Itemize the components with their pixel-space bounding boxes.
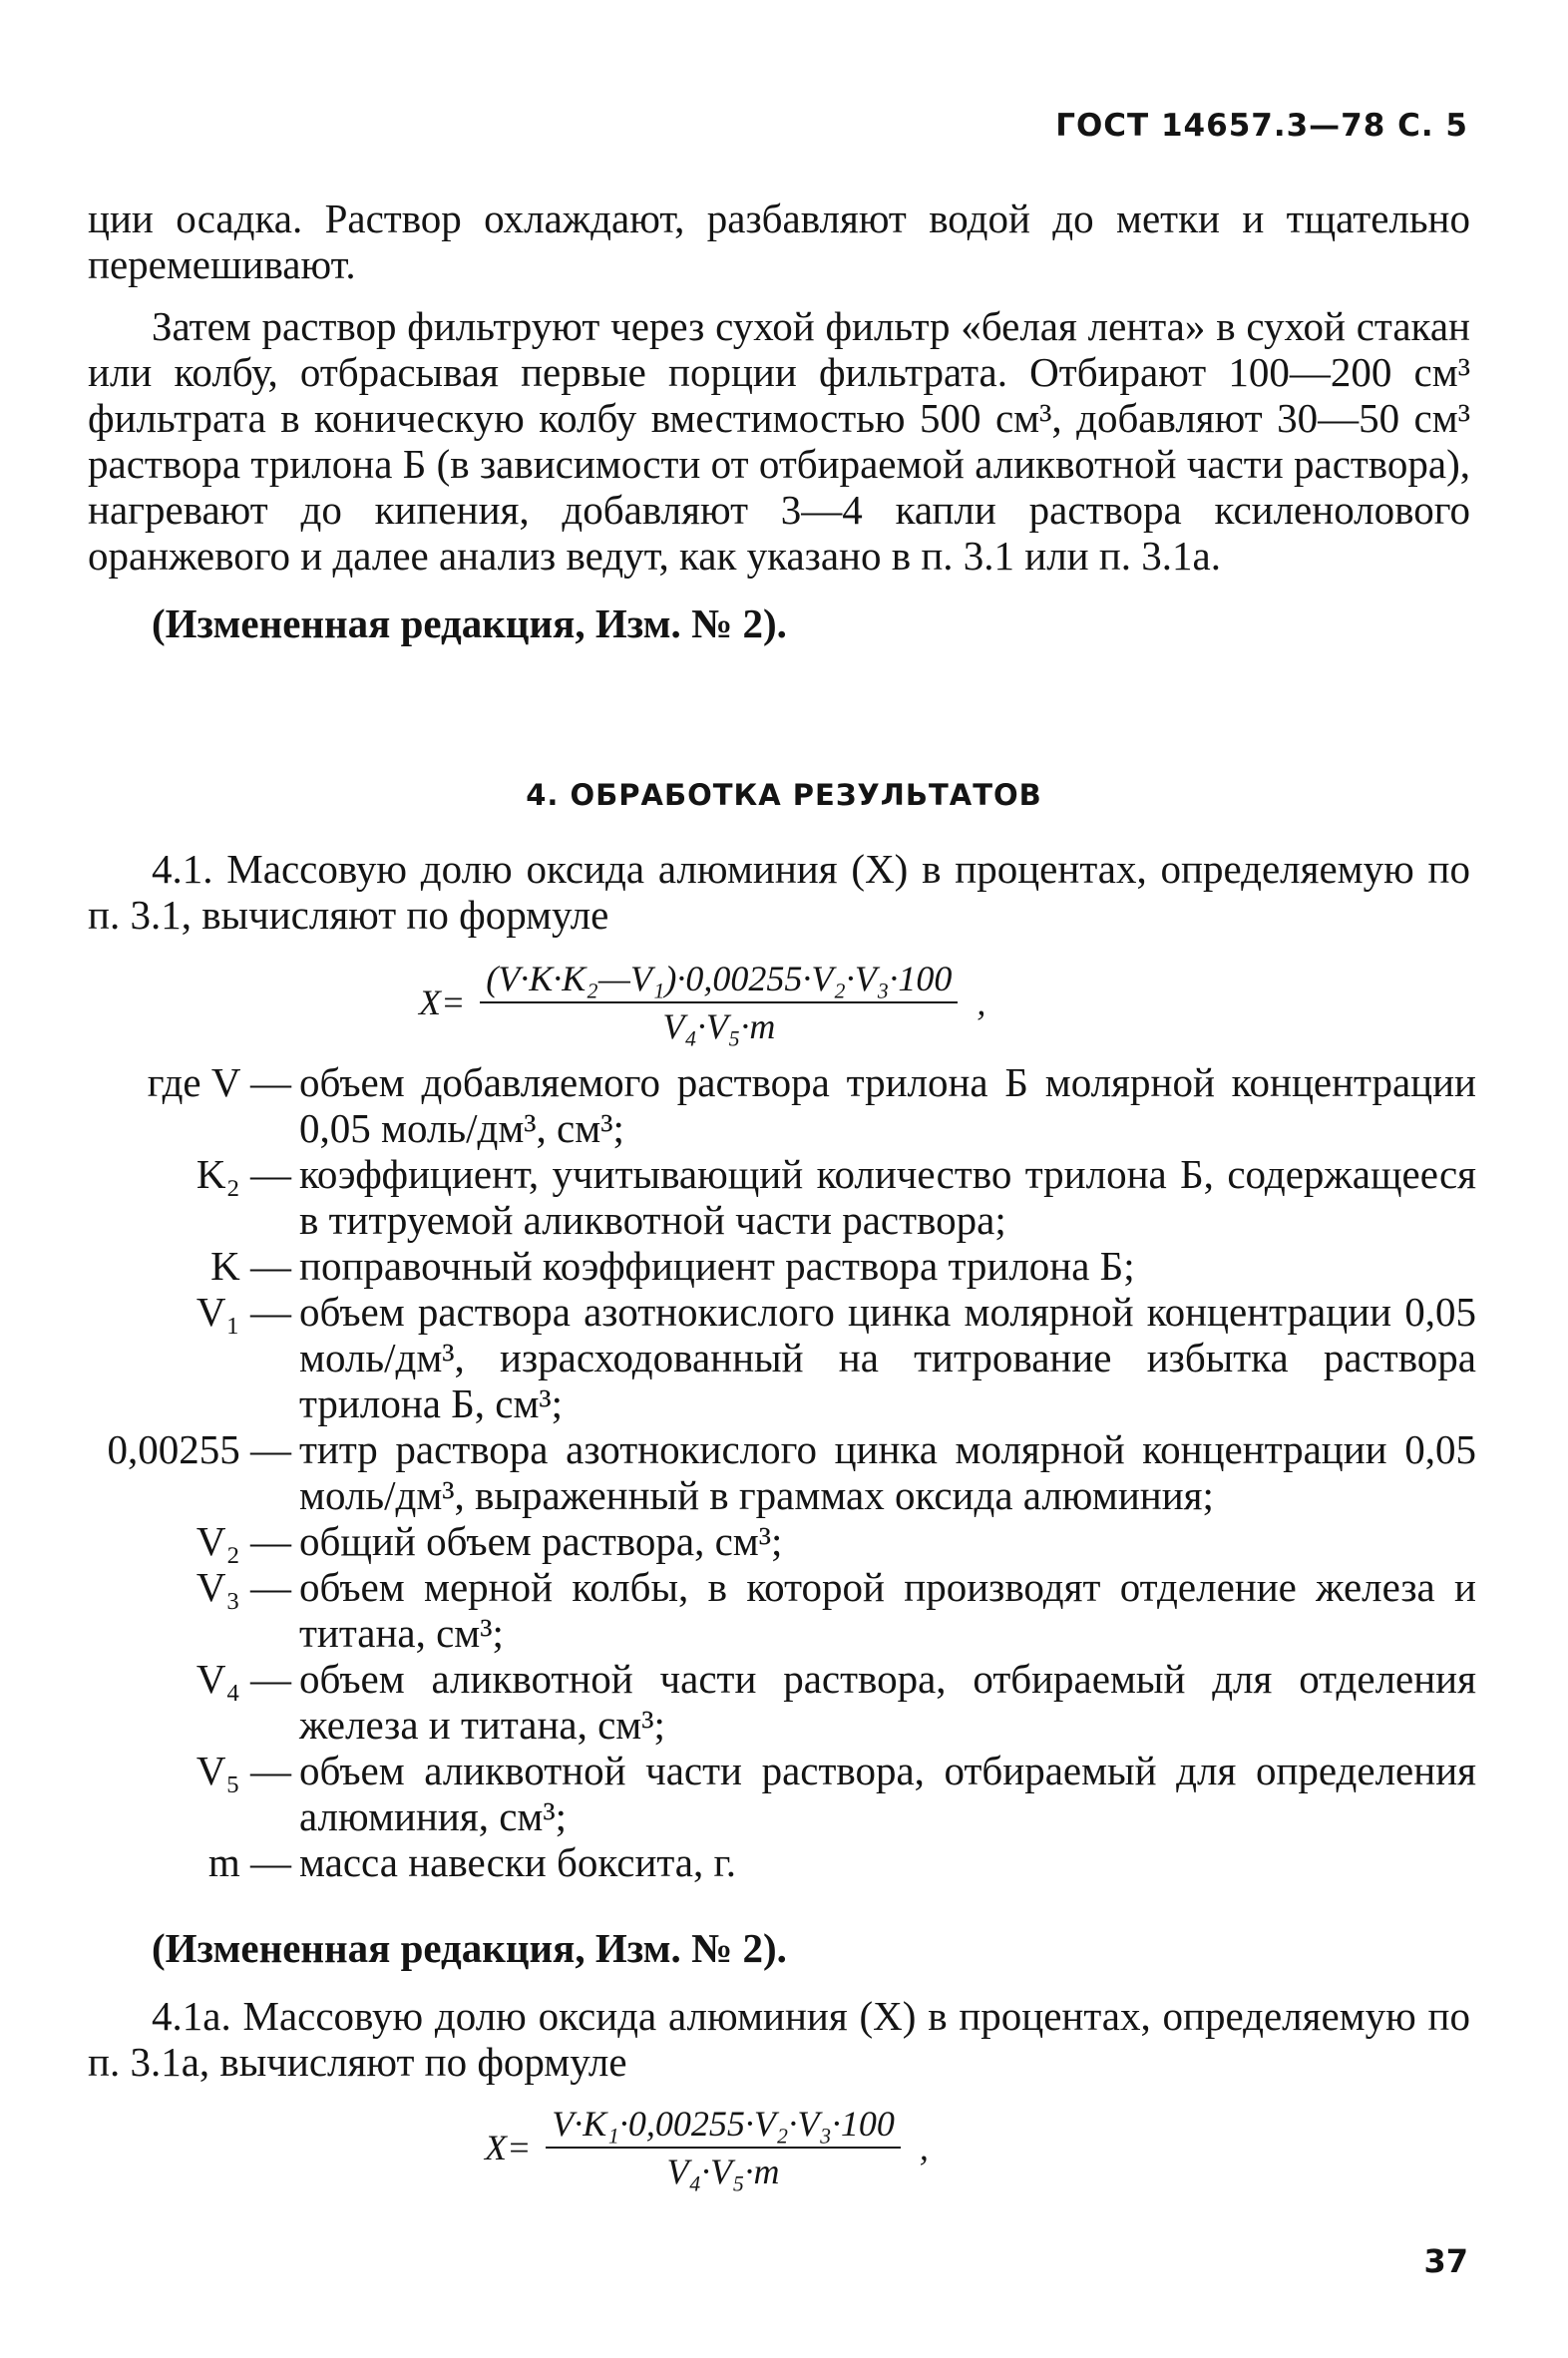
definition-text: общий объем раствора, см³; (299, 1518, 783, 1564)
formula-denominator: V₄·V₅·m (662, 1006, 776, 1046)
definition-item (80, 1656, 1476, 1748)
formula-lhs: X= (419, 982, 466, 1022)
definition-item (80, 1243, 1476, 1289)
definition-item (80, 1748, 1476, 1839)
formula-denominator: V₄·V₅·m (666, 2152, 780, 2191)
formula-fraction (546, 2103, 901, 2192)
definition-text: объем добавляемого раствора трилона Б молярной концентрации 0,05 моль/дм³, см³; (299, 1059, 1476, 1151)
definition-text: титр раствора азотнокислого цинка молярной концентрации 0,05 моль/дм³, выраженный в граммах оксида алюминия; (299, 1426, 1476, 1518)
formula-lhs: X= (485, 2128, 532, 2167)
definition-symbol: K — (210, 1243, 291, 1289)
formula-numerator: (V·K·K₂—V₁)·0,00255·V₂·V₃·100 (480, 958, 958, 1003)
continued-paragraph-block (88, 196, 1470, 646)
definition-text: коэффициент, учитывающий количество трилона Б, содержащееся в титруемой аликвотной части раствора; (299, 1151, 1476, 1243)
definition-symbol: 0,00255 — (107, 1426, 291, 1472)
definition-text: объем раствора азотнокислого цинка молярной концентрации 0,05 моль/дм³, израсходованный на титрование избытка раствора трилона Б, см³; (299, 1289, 1476, 1426)
definition-item (80, 1426, 1476, 1518)
definition-item (80, 1839, 1476, 1885)
definition-text: объем аликвотной части раствора, отбираемый для отделения железа и титана, см³; (299, 1656, 1476, 1748)
amendment-note-1: (Измененная редакция, Изм. № 2). (152, 600, 787, 646)
running-header: ГОСТ 14657.3—78 С. 5 (1055, 108, 1468, 144)
definition-text: объем аликвотной части раствора, отбираемый для определения алюминия, см³; (299, 1748, 1476, 1839)
paragraph-filtration: Затем раствор фильтруют через сухой фильтр «белая лента» в сухой стакан или колбу, отбрасывая первые порции фильтрата. Отбирают 100—200 см³ фильтрата в коническую колбу вместимостью 500 см³, добавляют 30—50 см³ раствора трилона Б (в зависимости от отбираемой аликвотной части раствора), нагревают до кипения, добавляют 3—4 капли раствора ксиленолового оранжевого и далее анализ ведут, как указано в п. 3.1 или п. 3.1а. (88, 303, 1470, 579)
definition-symbol: V₁ — (196, 1289, 291, 1335)
definition-text: масса навески боксита, г. (299, 1839, 736, 1885)
definition-item (80, 1151, 1476, 1243)
definition-symbol: V₄ — (196, 1656, 291, 1702)
amendment-note-2: (Измененная редакция, Изм. № 2). (152, 1925, 787, 1971)
definition-symbol: V₅ — (196, 1748, 291, 1793)
section-heading: 4. ОБРАБОТКА РЕЗУЛЬТАТОВ (526, 778, 1042, 812)
formula-4-1a (485, 2103, 929, 2192)
definition-text: объем мерной колбы, в которой производят отделение железа и титана, см³; (299, 1564, 1476, 1656)
formula-trailing-comma: , (977, 982, 986, 1022)
formula-trailing-comma: , (919, 2128, 929, 2167)
definition-symbol: V₃ — (196, 1564, 291, 1610)
definition-symbol: K₂ — (196, 1151, 291, 1197)
formula-4-1 (419, 958, 985, 1047)
definition-item (80, 1564, 1476, 1656)
formula-numerator: V·K₁·0,00255·V₂·V₃·100 (546, 2103, 901, 2149)
definition-item (80, 1059, 1476, 1151)
paragraph-continuation: ции осадка. Раствор охлаждают, разбавляют водой до метки и тщательно перемешивают. (88, 196, 1470, 287)
section-4-1-block (88, 846, 1470, 938)
definition-symbol: V₂ — (196, 1518, 291, 1564)
formula-fraction (480, 958, 958, 1047)
definition-item (80, 1518, 1476, 1564)
definition-item (80, 1289, 1476, 1426)
paragraph-4-1: 4.1. Массовую долю оксида алюминия (X) в процентах, определяемую по п. 3.1, вычисляют по формуле (88, 846, 1470, 938)
definitions-list (80, 1059, 1476, 1885)
section-4-1a-block (88, 1925, 1470, 2085)
page-number: 37 (1423, 2242, 1468, 2280)
definition-symbol: где V — (147, 1059, 291, 1105)
paragraph-4-1a: 4.1а. Массовую долю оксида алюминия (X) в процентах, определяемую по п. 3.1а, вычисляют по формуле (88, 1993, 1470, 2085)
definition-symbol: m — (207, 1839, 291, 1885)
definition-text: поправочный коэффициент раствора трилона Б; (299, 1243, 1135, 1289)
